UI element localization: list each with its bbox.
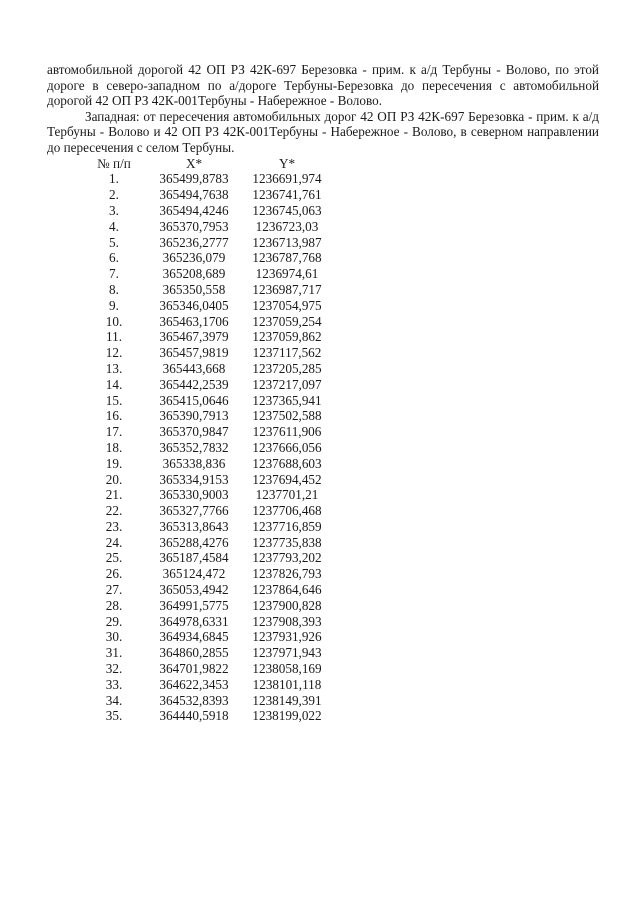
row-y-coordinate: 1236713,987 [252, 234, 322, 250]
row-y-coordinate: 1238199,022 [252, 708, 322, 724]
row-y-coordinate: 1237971,943 [252, 645, 322, 661]
row-x-coordinate: 365443,668 [162, 360, 226, 376]
table-row [82, 708, 332, 724]
row-number: 16. [105, 408, 123, 424]
table-row [82, 693, 332, 709]
row-x-coordinate: 365499,8783 [159, 171, 229, 187]
row-x-coordinate: 365330,9003 [159, 487, 229, 503]
row-y-coordinate: 1237611,906 [252, 424, 322, 440]
header-number: № п/п [97, 155, 131, 171]
table-row [82, 661, 332, 677]
row-y-coordinate: 1237054,975 [252, 297, 322, 313]
row-y-coordinate: 1237900,828 [252, 597, 322, 613]
row-number: 27. [105, 582, 123, 598]
row-x-coordinate: 365350,558 [162, 281, 226, 297]
table-row [82, 582, 332, 598]
table-row [82, 219, 332, 235]
table-row [82, 424, 332, 440]
row-number: 32. [105, 661, 123, 677]
table-row [82, 440, 332, 456]
row-number: 2. [109, 187, 119, 203]
row-y-coordinate: 1237059,254 [252, 313, 322, 329]
row-x-coordinate: 365124,472 [162, 566, 226, 582]
table-row [82, 345, 332, 361]
table-row [82, 266, 332, 282]
row-number: 25. [105, 550, 123, 566]
row-x-coordinate: 365313,8643 [159, 518, 229, 534]
row-y-coordinate: 1236691,974 [252, 171, 322, 187]
row-number: 10. [105, 313, 123, 329]
row-y-coordinate: 1237701,21 [255, 487, 319, 503]
row-y-coordinate: 1237117,562 [252, 345, 322, 361]
row-number: 34. [105, 692, 123, 708]
row-y-coordinate: 1237694,452 [252, 471, 322, 487]
row-y-coordinate: 1237205,285 [252, 360, 322, 376]
table-row [82, 550, 332, 566]
row-x-coordinate: 365338,836 [162, 455, 226, 471]
row-number: 26. [105, 566, 123, 582]
row-number: 9. [109, 297, 119, 313]
coordinates-table [82, 156, 332, 725]
row-number: 22. [105, 503, 123, 519]
row-number: 14. [105, 376, 123, 392]
table-row [82, 298, 332, 314]
row-x-coordinate: 364440,5918 [159, 708, 229, 724]
row-y-coordinate: 1237666,056 [252, 439, 322, 455]
row-y-coordinate: 1238058,169 [252, 661, 322, 677]
table-row [82, 677, 332, 693]
table-row [82, 535, 332, 551]
table-row [82, 329, 332, 345]
row-number: 12. [105, 345, 123, 361]
row-y-coordinate: 1236745,063 [252, 202, 322, 218]
row-x-coordinate: 364622,3453 [159, 676, 229, 692]
table-row [82, 487, 332, 503]
row-number: 23. [105, 518, 123, 534]
row-number: 7. [109, 266, 119, 282]
row-y-coordinate: 1236741,761 [252, 187, 322, 203]
row-x-coordinate: 365346,0405 [159, 297, 229, 313]
row-number: 20. [105, 471, 123, 487]
row-number: 28. [105, 597, 123, 613]
row-y-coordinate: 1237908,393 [252, 613, 322, 629]
header-y: Y* [278, 155, 296, 171]
row-y-coordinate: 1237059,862 [252, 329, 322, 345]
row-y-coordinate: 1238101,118 [252, 676, 322, 692]
row-y-coordinate: 1237502,588 [252, 408, 322, 424]
row-y-coordinate: 1238149,391 [252, 692, 322, 708]
table-row [82, 282, 332, 298]
row-x-coordinate: 365415,0646 [159, 392, 229, 408]
row-y-coordinate: 1237365,941 [252, 392, 322, 408]
row-y-coordinate: 1236974,61 [255, 266, 319, 282]
row-number: 4. [109, 218, 119, 234]
row-number: 1. [109, 171, 119, 187]
table-row [82, 598, 332, 614]
row-x-coordinate: 364991,5775 [159, 597, 229, 613]
coordinates-table-body [82, 171, 332, 724]
row-y-coordinate: 1237706,468 [252, 503, 322, 519]
paragraph-route-continuation: автомобильной дорогой 42 ОП РЗ 42К-697 Березовка - прим. к а/д Тербуны - Волово, по этой дороге в северо-западном по а/дороге Тербуны-Березовка до пересечения с автомобильной дорогой 42 ОП РЗ 42К-001Тербуны - Набережное - Волово. [47, 62, 599, 109]
row-number: 11. [106, 329, 122, 345]
header-x: X* [185, 155, 203, 171]
row-number: 15. [105, 392, 123, 408]
row-number: 21. [105, 487, 123, 503]
row-x-coordinate: 365463,1706 [159, 313, 229, 329]
row-x-coordinate: 365442,2539 [159, 376, 229, 392]
row-number: 31. [105, 645, 123, 661]
table-row [82, 503, 332, 519]
table-row [82, 456, 332, 472]
row-x-coordinate: 365208,689 [162, 266, 226, 282]
row-y-coordinate: 1236987,717 [252, 281, 322, 297]
row-x-coordinate: 365288,4276 [159, 534, 229, 550]
row-x-coordinate: 365352,7832 [159, 439, 229, 455]
document-page [47, 62, 599, 724]
table-row [82, 377, 332, 393]
row-number: 35. [105, 708, 123, 724]
row-number: 18. [105, 439, 123, 455]
row-x-coordinate: 365494,4246 [159, 202, 229, 218]
table-row [82, 472, 332, 488]
row-x-coordinate: 365457,9819 [159, 345, 229, 361]
row-y-coordinate: 1237864,646 [252, 582, 322, 598]
table-row [82, 314, 332, 330]
row-number: 30. [105, 629, 123, 645]
row-number: 17. [105, 424, 123, 440]
table-row [82, 250, 332, 266]
row-y-coordinate: 1237931,926 [252, 629, 322, 645]
table-row [82, 519, 332, 535]
table-row [82, 203, 332, 219]
row-number: 5. [109, 234, 119, 250]
paragraph-western-boundary: Западная: от пересечения автомобильных дорог 42 ОП РЗ 42К-697 Березовка - прим. к а/д Тербуны - Волово и 42 ОП РЗ 42К-001Тербуны - Набережное - Волово, в северном направлении до пересечения с селом Тербуны. [47, 108, 599, 155]
table-row [82, 187, 332, 203]
row-y-coordinate: 1237217,097 [252, 376, 322, 392]
row-x-coordinate: 364701,9822 [159, 661, 229, 677]
row-y-coordinate: 1236723,03 [255, 218, 319, 234]
row-x-coordinate: 364978,6331 [159, 613, 229, 629]
row-x-coordinate: 365370,7953 [159, 218, 229, 234]
row-y-coordinate: 1237793,202 [252, 550, 322, 566]
row-x-coordinate: 365370,9847 [159, 424, 229, 440]
row-number: 6. [109, 250, 119, 266]
row-x-coordinate: 365236,2777 [159, 234, 229, 250]
row-x-coordinate: 365334,9153 [159, 471, 229, 487]
row-number: 3. [109, 202, 119, 218]
table-row [82, 566, 332, 582]
row-x-coordinate: 364860,2855 [159, 645, 229, 661]
table-row [82, 645, 332, 661]
row-number: 13. [105, 360, 123, 376]
row-number: 24. [105, 534, 123, 550]
table-row [82, 171, 332, 187]
table-row [82, 408, 332, 424]
row-y-coordinate: 1236787,768 [252, 250, 322, 266]
row-x-coordinate: 364934,6845 [159, 629, 229, 645]
table-header-row [82, 156, 332, 172]
row-x-coordinate: 365236,079 [162, 250, 226, 266]
table-row [82, 393, 332, 409]
row-number: 19. [105, 455, 123, 471]
table-row [82, 614, 332, 630]
row-x-coordinate: 365494,7638 [159, 187, 229, 203]
table-row [82, 235, 332, 251]
row-number: 33. [105, 676, 123, 692]
row-x-coordinate: 365053,4942 [159, 582, 229, 598]
row-y-coordinate: 1237735,838 [252, 534, 322, 550]
row-y-coordinate: 1237716,859 [252, 518, 322, 534]
row-number: 8. [109, 281, 119, 297]
table-row [82, 361, 332, 377]
row-x-coordinate: 364532,8393 [159, 692, 229, 708]
row-number: 29. [105, 613, 123, 629]
row-x-coordinate: 365467,3979 [159, 329, 229, 345]
row-x-coordinate: 365390,7913 [159, 408, 229, 424]
row-y-coordinate: 1237688,603 [252, 455, 322, 471]
row-y-coordinate: 1237826,793 [252, 566, 322, 582]
row-x-coordinate: 365187,4584 [159, 550, 229, 566]
row-x-coordinate: 365327,7766 [159, 503, 229, 519]
table-row [82, 629, 332, 645]
